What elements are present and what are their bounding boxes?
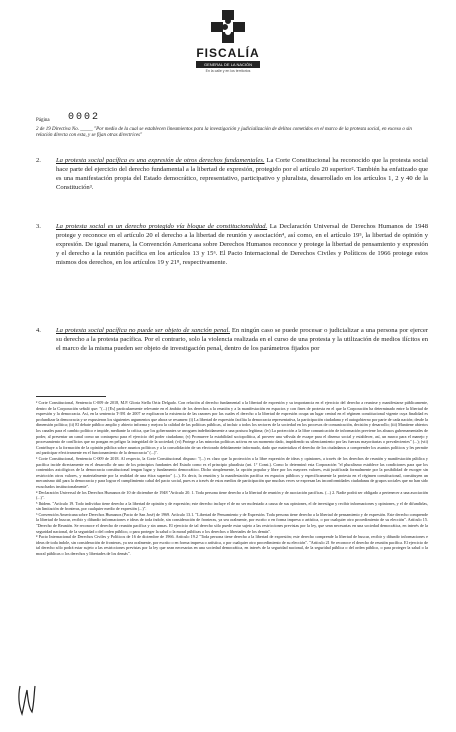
paragraph-text: En ningún caso se puede procesar o judicializar a una persona por ejercer su derecho a la protesta pacífica. Por el contrario, solo la violencia realizada en el curso de una protesta y la utilización de medios ilícitos en el marco de la misma pueden ser objeto de investigación penal, dentro de los parámetros fijados por bbox=[56, 327, 429, 353]
directiva-header bbox=[36, 127, 428, 139]
footnotes bbox=[36, 400, 428, 557]
paragraph-3 bbox=[36, 222, 428, 267]
footnote-4: ⁴ Declaración Universal de los Derechos Humanos de 10 de diciembre de 1948 "Artículo 20. 1. Toda persona tiene derecho a la libertad de reunión y de asociación pacíficas. (...) 2. Nadie podrá ser obligado a pertenecer a una asociación (...)". bbox=[36, 489, 428, 501]
logo-subtitle: GENERAL DE LA NACIÓN bbox=[196, 61, 260, 68]
puzzle-logo-icon bbox=[208, 10, 248, 44]
fiscalia-logo bbox=[196, 10, 260, 73]
paragraph-body bbox=[56, 326, 428, 353]
paragraph-text: La Declaración Universal de Derechos Humanos de 1948 protege y reconoce en el artículo 20 el derecho a la libertad de reunión y asociación⁴, así como, en el artículo 19⁵, la libertad de opinión y expresión. De igual manera, la Convención Americana sobre Derechos Humanos reconoce y protege la libertad de pensamiento y expresión y el derecho a la reunión pacífica en los artículos 13 y 15⁶. El Pacto Internacional de Derechos Civiles y Políticos de 1966 protege estos mismos dos derechos, en los artículos 19 y 21⁸, respectivamente. bbox=[56, 223, 428, 267]
logo-brand: FISCALÍA bbox=[196, 46, 260, 60]
handwritten-initials-icon bbox=[16, 682, 38, 718]
paragraph-text: La Corte Constitucional ha reconocido que la protesta social hace parte del ejercicio del derecho fundamental a la libertad de expresión, protegido por el artículo 20 superior². También ha enfatizado que es una manifestación propia del Estado democrático, representativo, participativo y pluralista, desarrollado en los artículos 1, 2 y 40 de la Constitución³. bbox=[56, 157, 429, 192]
footnote-2: ² Corte Constitucional, Sentencia C-009 de 2018, M.P. Gloria Stella Ortiz Delgado. Con relación al derecho fundamental a la libertad de expresión y su importancia en el ejercicio del derecho a reunirse y manifestarse públicamente, dentro de la Corporación señaló que: "(...) [Es] particularmente relevante en el ámbito de los derechos a la reunión y a la manifestación en espacios y con fines de protesta en el que la Corporación ha determinado entre la libertad de expresión y la democracia. Así, en la sentencia T-391 de 2007 se explicaron la existencia de las razones por las cuales el derecho a la libertad de expresión ocupa un lugar central en el régimen constitucional vigente cuya finalidad es profundizar la democracia y se expusieron los siguientes argumentos que ahora se resumen: (i) La libertad de expresión facilita la democracia representativa, la participación ciudadana y el autogobierno por parte de cada nación; desde la dimensión política; (ii) El debate público amplio y abierto informa y mejora la calidad de las políticas públicas, al incluir a todos los sectores de la sociedad en los procesos de comunicación, decisión y desarrollo; (iii) Mantiene abiertos los canales para el cambio político e impide, mediante la crítica, que los gobernantes se arroguen indefinidamente a una postura legítima; (iv) La protección a la libre comunicación de información previene los abusos gubernamentales de poder, al presentar un canal como un contrapeso para el ejercicio del poder ciudadano; (v) Promueve la estabilidad sociopolítica, al proveer una válvula de escape para el disenso social y establecer, así, un marco para el manejo y procesamiento de conflictos que no pongan en peligro la integridad de la sociedad; (vi) Protege a las minorías políticas activas en un momento dado, impidiendo su silenciamiento por las fuerzas mayoritarias o prevalecientes" (...); (vii) Contribuye a la formación de la opinión pública sobre asuntos políticos y a la consolidación de un electorado debidamente informado, dado que materializa el derecho de los ciudadanos a comprender los asuntos políticos y les permite así participar efectivamente en el funcionamiento de la democracia" (...)". bbox=[36, 400, 428, 456]
directiva-header-text: 2 de 19 Directiva No. _____ "Por medio de la cual se establecen lineamientos para la investigación y judicialización de delitos cometidos en el marco de la protesta social, en exceso o sin relación directa con esta, y se fijan otras directrices" bbox=[36, 127, 412, 138]
footnote-3: ³ Corte Constitucional, Sentencia C-009 de 2018. Al respecto, la Corte Constitucional dispuso: "(...) es claro que la protección a la libre expresión de ideas y opiniones, a través de los derechos de reunión y manifestación pública y pacífica incide directamente en el desarrollo de uno de los principios fundantes del Estado como es el principio pluralista (art. 1° Const.). Como lo determinó esta Corporación "el pluralismo establece las condiciones para que los contenidos axiológicos de la democracia constitucional tengan lugar y fundamento democrático. Dicho simplemente, la opción popular y libre por los mayores valores, está justificada formalmente por la posibilidad de escoger sin restricción otros valores, y materialmente por la realidad de una ética superior" (...). Es decir, la reunión y la manifestación pacífica en espacios públicos y específicamente la protesta en el régimen constitucional, constituyen un mecanismo útil para la democracia y para lograr el cumplimiento cabal del pacto social, pues es a través de estos medios de participación que muchas veces se expresan las inconformidades ciudadanas de grupos sociales que no han sido escuchados institucionalmente". bbox=[36, 455, 428, 489]
paragraph-body bbox=[56, 156, 428, 192]
paragraph-2 bbox=[36, 156, 428, 192]
paragraph-lead: La protesta social es un derecho protegido vía bloque de constitucionalidad. bbox=[56, 223, 268, 230]
footnote-divider bbox=[36, 396, 106, 397]
paragraph-4 bbox=[36, 326, 428, 353]
paragraph-body bbox=[56, 222, 428, 267]
page-number: 0002 bbox=[68, 112, 101, 123]
paragraph-lead: La protesta social pacífica es una expresión de otros derechos fundamentales. bbox=[56, 157, 265, 164]
logo-tagline: En la calle y en los territorios bbox=[205, 69, 251, 73]
footnote-8: ⁸ Pacto Internacional de Derechos Civiles y Políticos de 16 de diciembre de 1966. Artículo 19.2 "Toda persona tiene derecho a la libertad de expresión; este derecho comprende la libertad de buscar, recibir y difundir informaciones e ideas de toda índole, sin consideración de fronteras, ya sea oralmente, por escrito o en forma impresa o artística, o por cualquier otro procedimiento de su elección". "Artículo 21 Se reconoce el derecho de reunión pacífica. El ejercicio de tal derecho sólo podrá estar sujeto a las restricciones previstas por la ley que sean necesarias en una sociedad democrática, en interés de la seguridad nacional, de la seguridad pública o del orden público, o para proteger la salud o la moral públicas o los derechos y libertades de los demás". bbox=[36, 534, 428, 557]
paragraph-lead: La protesta social pacífica no puede ser objeto de sanción penal. bbox=[56, 327, 231, 334]
paragraph-number: 4. bbox=[36, 327, 41, 334]
footnote-6: ⁶ Convención Americana sobre Derechos Humanos (Pacto de San José) de 1969. Artículo 13.1. "Libertad de Pensamiento y de Expresión. Toda persona tiene derecho a la libertad de pensamiento y de expresión. Este derecho comprende la libertad de buscar, recibir y difundir informaciones e ideas de toda índole, sin consideración de fronteras, ya sea oralmente, por escrito o en forma impresa o artística, o por cualquier otro procedimiento de su elección". Artículo 15. "Derecho de Reunión. Se reconoce el derecho de reunión pacífica y sin armas. El ejercicio de tal derecho sólo puede estar sujeto a las restricciones previstas por la ley, que sean necesarias en una sociedad democrática, en interés de la seguridad nacional, de la seguridad o del orden público, o para proteger la salud o la moral públicas o los derechos o libertades de los demás". bbox=[36, 511, 428, 534]
paragraph-number: 3. bbox=[36, 223, 41, 230]
footnote-5: ⁵ Ibidem. "Artículo 19. Todo individuo tiene derecho a la libertad de opinión y de expresión; este derecho incluye el de no ser molestado a causa de sus opiniones, el de investigar y recibir informaciones y opiniones, y el de difundirlas, sin limitación de fronteras, por cualquier medio de expresión (...)". bbox=[36, 500, 428, 512]
pagina-label: Página bbox=[36, 118, 50, 123]
paragraph-number: 2. bbox=[36, 157, 41, 164]
